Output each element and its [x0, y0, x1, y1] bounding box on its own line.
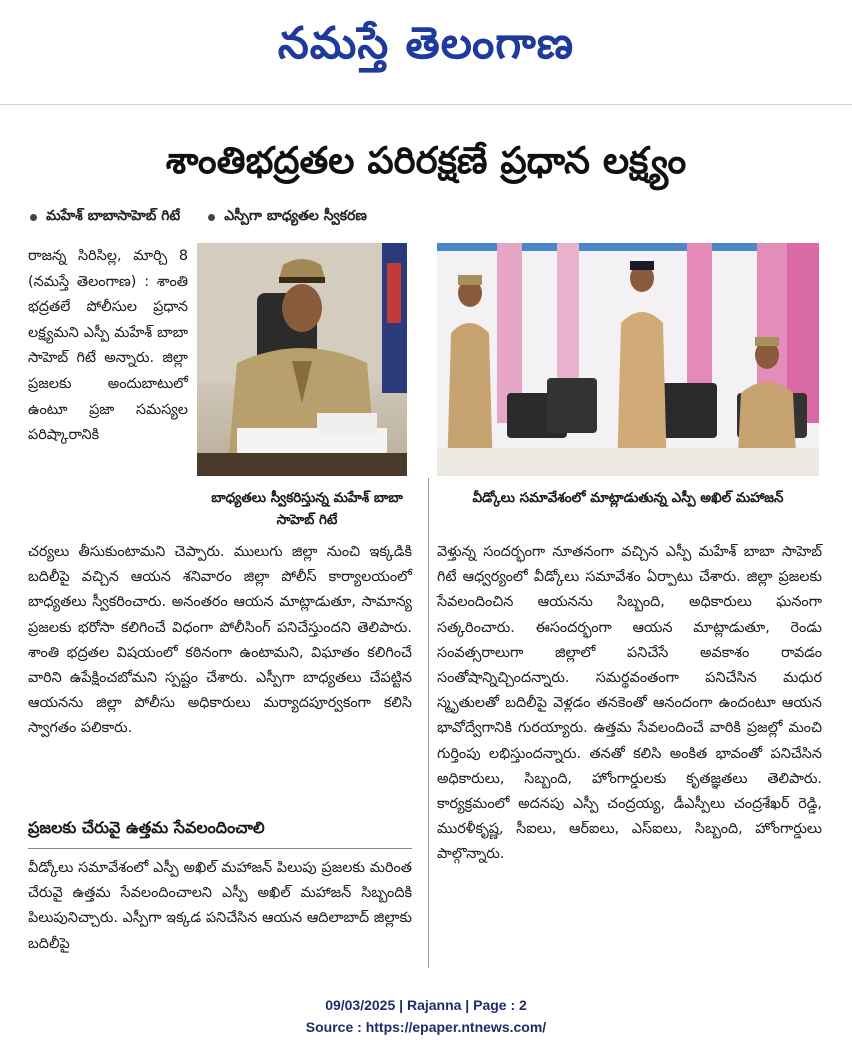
byline-item — [208, 208, 367, 227]
article-body-right: వెళ్తున్న సందర్భంగా నూతనంగా వచ్చిన ఎస్పీ మహేశ్ బాబా సాహెబ్ గిటే ఆధ్వర్యంలో వీడ్కోలు సమావేశం ఏర్పాటు చేశారు. జిల్లా ప్రజలకు సేవలందించిన ఆయనను సిబ్బంది, అధికారులు ఘనంగా సత్కరించారు. ఈసందర్భంగా ఆయన మాట్లాడుతూ, రెండు సంవత్సరాలుగా జిల్లాలో పనిచేసే అవకాశం రావడం సంతోషాన్నిచ్చిందన్నారు. సమర్థవంతంగా పనిచేసిన మధుర స్మృతులతో బదిలీపై వెళ్లడం తనకెంతో ఆనందంగా ఉందంటూ ఆయన భావోద్వేగానికి గురయ్యారు. ఉత్తమ సేవలందించే వారికి ప్రజల్లో మంచి గుర్తింపు లభిస్తుందన్నారు. తనతో కలిసి అంకిత భావంతో పనిచేసిన అధికారులు, సిబ్బంది, హోంగార్డులకు కృతజ్ఞతలు తెలిపారు. కార్యక్రమంలో అదనపు ఎస్పీ చంద్రయ్య, డీఎస్పీలు చంద్రశేఖర్ రెడ్డి, మురళీకృష్ణ, సీఐలు, ఆర్ఐలు, ఎస్ఐలు, సిబ్బంది, హోంగార్డులు పాల్గొన్నారు. — [437, 544, 822, 863]
officer-illustration — [197, 243, 407, 476]
bullet-icon — [30, 214, 37, 221]
masthead-divider — [0, 104, 852, 105]
article-subhead: ప్రజలకు చేరువై ఉత్తమ సేవలందించాలి — [28, 818, 265, 837]
article-body-left-continued: వీడ్కోలు సమావేశంలో ఎస్పీ అఖిల్ మహాజన్ పిలుపు ప్రజలకు మరింత చేరువై ఉత్తమ సేవలందించాలని ఎస్పీ అఖిల్ మహాజన్ సిబ్బందికి పిలుపునిచ్చారు. ఎస్పీగా ఇక్కడ పనిచేసిన ఆయన ఆదిలాబాద్ జిల్లాకు బదిలీపై — [28, 860, 412, 952]
masthead — [0, 0, 852, 98]
article-body-left: చర్యలు తీసుకుంటామని చెప్పారు. ములుగు జిల్లా నుంచి ఇక్కడికి బదిలీపై వచ్చిన ఆయన శనివారం జిల్లా పోలీస్ కార్యాలయంలో బాధ్యతలు స్వీకరించారు. అనంతరం ఆయన మాట్లాడుతూ, సామాన్య ప్రజలకు భరోసా కలిగించే విధంగా పోలీసింగ్ పనిచేస్తుందని తెలిపారు. శాంతి భద్రతల విషయంలో కఠినంగా ఉంటామని, విఘాతం కలిగించే వారిని ఉపేక్షించబోమని స్పష్టం చేశారు. ఎస్పీగా బాధ్యతలు చేపట్టిన ఆయనను జిల్లా పోలీసు అధికారులు మర్యాదపూర్వకంగా కలిసి స్వాగతం పలికారు. — [28, 544, 412, 737]
page-footer — [0, 994, 852, 1038]
column-divider — [428, 478, 429, 968]
article-headline: శాంతిభద్రతల పరిరక్షణే ప్రధాన లక్ష్యం — [165, 139, 687, 182]
byline-tag: ఎస్పీగా బాధ్యతల స్వీకరణ — [224, 208, 367, 224]
footer-source-link[interactable]: Source : https://epaper.ntnews.com/ — [305, 1019, 547, 1035]
masthead-title: నమస్తే తెలంగాణ — [277, 18, 575, 69]
bullet-icon — [208, 214, 215, 221]
article-intro: రాజన్న సిరిసిల్ల, మార్చి 8 (నమస్తే తెలంగాణ) : శాంతి భద్రతలే పోలీసుల ప్రధాన లక్ష్యమని ఎస్పీ మహేశ్ బాబా సాహెబ్ గిటే అన్నారు. జిల్లా ప్రజలకు అందుబాటులో ఉంటూ ప్రజా సమస్యల పరిష్కారానికి — [28, 248, 188, 444]
photo1-caption: బాధ్యతలు స్వీకరిస్తున్న మహేశ్ బాబా సాహెబ్ గిటే — [211, 490, 403, 528]
byline-item — [30, 208, 180, 227]
meeting-illustration — [437, 243, 819, 476]
subhead-divider — [28, 848, 412, 849]
photo-farewell-meeting — [437, 243, 819, 476]
byline-name: మహేశ్ బాబాసాహెబ్ గిటే — [46, 208, 181, 224]
footer-edition-info: 09/03/2025 | Rajanna | Page : 2 — [325, 997, 527, 1013]
photo-officer-signing — [197, 243, 407, 476]
photo2-caption: వీడ్కోలు సమావేశంలో మాట్లాడుతున్న ఎస్పీ అఖిల్ మహాజన్ — [472, 490, 784, 506]
byline-row — [30, 208, 630, 227]
